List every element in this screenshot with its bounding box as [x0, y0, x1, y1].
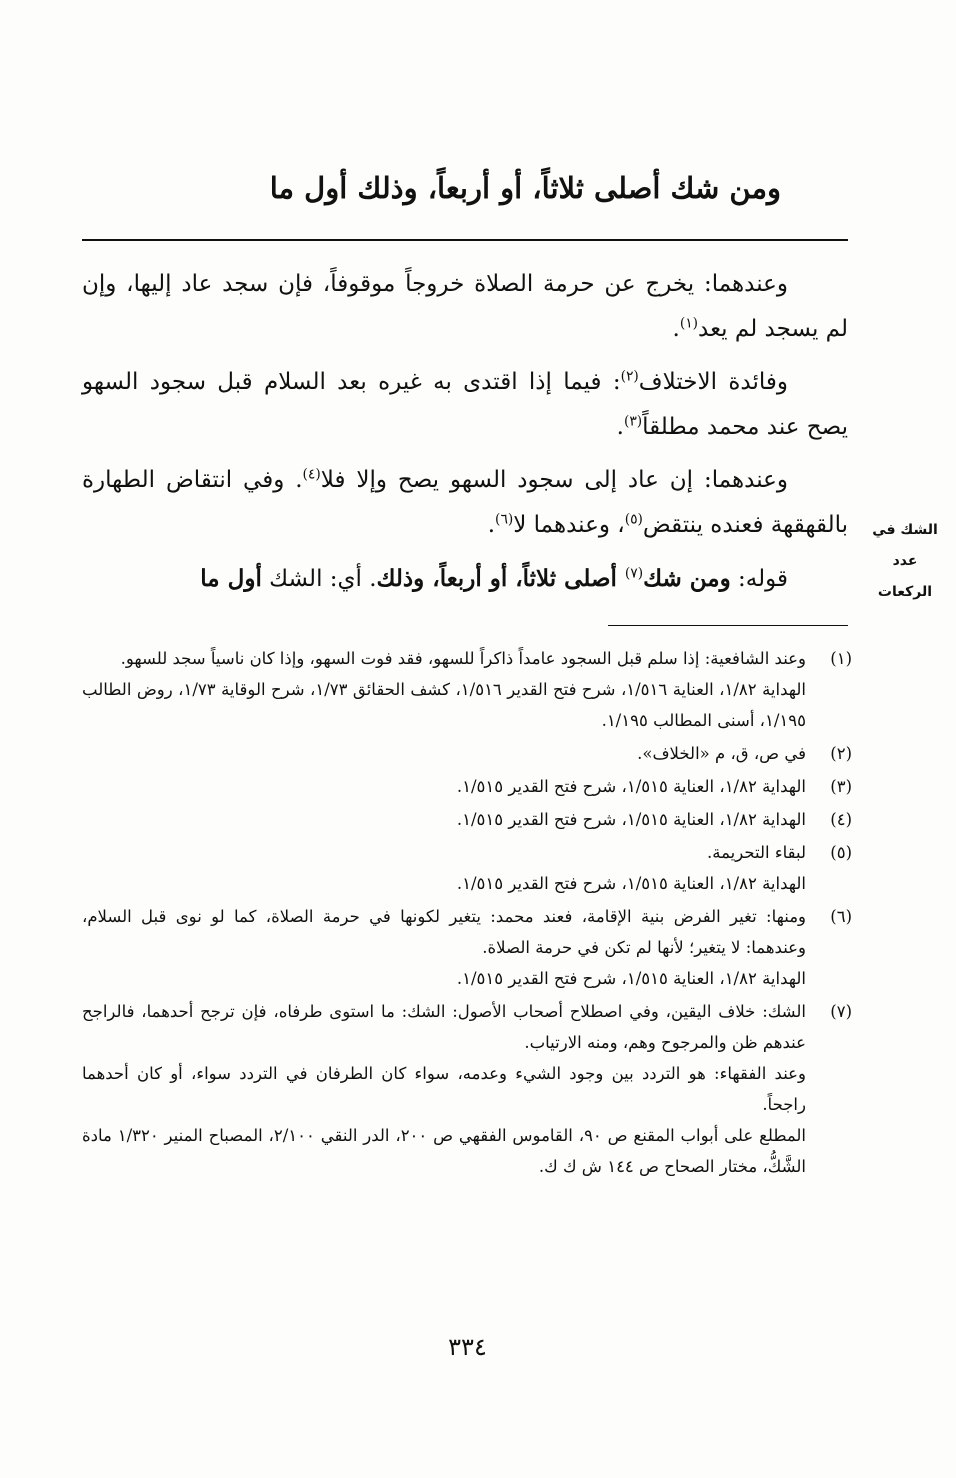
footnote-line: الهداية ١/٨٢، العناية ١/٥١٥، شرح فتح القدير ١/٥١٥. — [456, 969, 806, 988]
footnote — [82, 738, 852, 769]
footnote-ref: (٤) — [302, 466, 321, 483]
footnote-number: (٧) — [830, 1002, 852, 1021]
footnote-number: (٦) — [830, 907, 852, 926]
footnote-line: في ص، ق، م «الخلاف». — [637, 744, 806, 763]
footnote-ref: (٧) — [624, 565, 644, 582]
footnote — [82, 771, 852, 802]
footnote-line: ومنها: تغير الفرض بنية الإقامة، فعند محمد: يتغير لكونها في حرمة الصلاة، كما لو نوى قبل السلام، وعندهما: لا يتغير؛ لأنها لم تكن في حرمة الصلاة. — [82, 907, 806, 957]
paragraph-4 — [82, 556, 848, 602]
paragraph-text: وفائدة الاختلاف — [638, 369, 788, 395]
footnote — [82, 804, 852, 835]
footnote — [82, 837, 852, 899]
footnote-number: (٥) — [830, 843, 852, 862]
footnote-line: المطلع على أبواب المقنع ص ٩٠، القاموس الفقهي ص ٢٠٠، الدر النقي ٢/١٠٠، المصباح المنير ١/٣٢٠ مادة الشَّكُّ، مختار الصحاح ص ١٤٤ ش ك ك. — [82, 1126, 806, 1176]
paragraph-text: ، وعندهما لا — [513, 512, 625, 538]
footnote-ref: (١) — [679, 315, 699, 332]
paragraph-text: قوله: — [730, 566, 788, 592]
footnote-ref: (٢) — [620, 368, 639, 385]
margin-note-line: الركعات — [877, 584, 933, 600]
paragraph-text: . — [487, 512, 496, 538]
paragraph-2 — [82, 360, 848, 450]
paragraph-text: : فيما إذا اقتدى به غيره بعد السلام قبل سجود السهو يصح عند محمد مطلقاً — [82, 369, 848, 440]
footnote — [82, 996, 852, 1182]
footnote-body — [82, 738, 806, 769]
footnote-ref: (٥) — [624, 511, 643, 528]
footnote-line: الهداية ١/٨٢، العناية ١/٥١٥، شرح فتح القدير ١/٥١٥. — [456, 874, 806, 893]
page-number: ٣٣٤ — [448, 1333, 487, 1361]
footnote-body — [82, 643, 806, 736]
paragraph-text: وعندهما: يخرج عن حرمة الصلاة خروجاً موقوفاً، فإن سجد عاد إليها، وإن لم يسجد لم يعد — [82, 271, 848, 342]
margin-note-line: الشك في — [872, 522, 938, 538]
paragraph-1 — [82, 262, 848, 352]
quoted-matn: أصلى ثلاثاً، أو أربعاً، وذلك — [376, 565, 625, 592]
paragraph-text: . أي: الشك — [261, 566, 377, 592]
footnote-line: وعند الفقهاء: هو التردد بين وجود الشيء وعدمه، سواء كان الطرفان في التردد سواء، أو كان أحدهما راجحاً. — [82, 1064, 806, 1114]
paragraph-text: وعندهما: إن عاد إلى سجود السهو يصح وإلا فلا — [320, 467, 788, 493]
footnote-ref: (٣) — [623, 413, 643, 430]
footnote-line: لبقاء التحريمة. — [707, 843, 806, 862]
footnotes — [82, 643, 852, 1184]
footnote-line: الهداية ١/٨٢، العناية ١/٥١٥، شرح فتح القدير ١/٥١٥. — [456, 777, 806, 796]
paragraph-3 — [82, 458, 848, 548]
footnote-line: الهداية ١/٨٢، العناية ١/٥١٥، شرح فتح القدير ١/٥١٥. — [456, 810, 806, 829]
margin-note-line: عدد — [892, 553, 918, 569]
footnote — [82, 643, 852, 736]
footnote-ref: (٦) — [495, 511, 514, 528]
footnote-number: (٤) — [830, 810, 852, 829]
footnote-number: (٣) — [830, 777, 852, 796]
footnote-body — [82, 901, 806, 994]
footnote-number: (١) — [830, 649, 852, 668]
quoted-matn: ومن شك — [643, 565, 731, 592]
running-header: ومن شك أصلى ثلاثاً، أو أربعاً، وذلك أول ما — [269, 171, 781, 205]
main-text — [82, 262, 848, 610]
footnote-body — [82, 996, 806, 1182]
footnote-body — [82, 771, 806, 802]
footnote-line: الشك: خلاف اليقين، وفي اصطلاح أصحاب الأصول: الشك: ما استوى طرفاه، فإن ترجح أحدهما، فالراجح عندهم ظن والمرجوح وهم، ومنه الارتياب. — [82, 1002, 806, 1052]
footnote-number: (٢) — [830, 744, 852, 763]
paragraph-text: . — [616, 414, 624, 440]
header-rule — [82, 239, 848, 241]
quoted-matn: أول ما — [200, 565, 262, 592]
paragraph-text: . — [672, 316, 680, 342]
footnote-body — [82, 837, 806, 899]
footnote-body — [82, 804, 806, 835]
paragraph-text: . وفي انتقاض الطهارة بالقهقهة فعنده ينتقض — [82, 467, 848, 538]
footnote — [82, 901, 852, 994]
footnote-rule — [608, 625, 848, 626]
footnote-line: الهداية ١/٨٢، العناية ١/٥١٦، شرح فتح القدير ١/٥١٦، كشف الحقائق ١/٧٣، شرح الوقاية ١/٧٣، روض الطالب ١/١٩٥، أسنى المطالب ١/١٩٥. — [82, 680, 806, 730]
footnote-line: وعند الشافعية: إذا سلم قبل السجود عامداً ذاكراً للسهو، فقد فوت السهو، وإذا كان ناسياً سجد للسهو. — [120, 649, 806, 668]
margin-note — [860, 515, 950, 608]
